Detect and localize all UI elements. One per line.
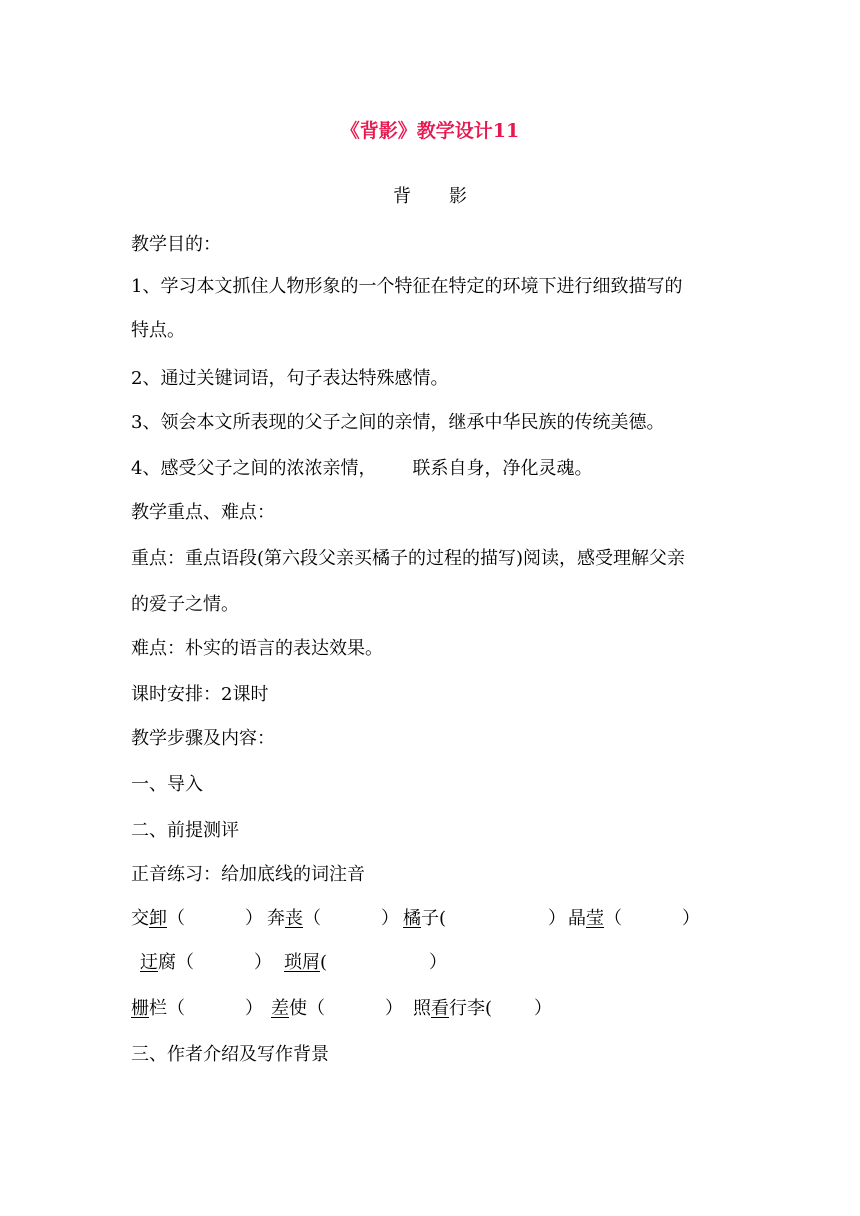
pronunciation-row-2: 迂腐（ ） 琐屑( ） xyxy=(140,952,448,973)
objective-1-line-1: 1、学习本文抓住人物形象的一个特征在特定的环境下进行细致描写的 xyxy=(131,276,683,297)
step-2: 二、前提测评 xyxy=(131,820,239,841)
objective-4-part-1: 4、感受父子之间的浓浓亲情， xyxy=(131,458,377,479)
difficulty: 难点：朴实的语言的表达效果。 xyxy=(131,638,383,659)
word-jiaoxie: 交卸（ xyxy=(131,908,185,929)
subtitle-char-2: 影 xyxy=(449,186,467,207)
word-zhaokanxingli: 照看行李( xyxy=(413,998,493,1019)
objective-1-line-2: 特点。 xyxy=(131,320,185,341)
objective-4 xyxy=(131,454,592,480)
word-suoxie: 琐屑( xyxy=(284,952,328,973)
word-yufu: 迂腐（ xyxy=(140,952,194,973)
word-juzi: 橘子( xyxy=(403,908,447,929)
word-jingying: 晶莹（ xyxy=(568,908,623,929)
pronunciation-row-1: 交卸（ ） 奔丧（ ） 橘子( ） 晶莹（ ） xyxy=(131,908,701,929)
objective-2: 2、通过关键词语，句子表达特殊感情。 xyxy=(131,368,449,389)
schedule: 课时安排：2课时 xyxy=(131,684,269,705)
objective-4-part-2: 联系自身，净化灵魂。 xyxy=(412,458,593,479)
pronunciation-heading: 正音练习：给加底线的词注音 xyxy=(131,864,365,885)
word-zhalan: 栅栏（ xyxy=(131,998,185,1019)
keypoint-line-2: 的爱子之情。 xyxy=(131,594,239,615)
word-chaishi: 差使（ xyxy=(271,998,325,1019)
keypoints-heading: 教学重点、难点： xyxy=(131,502,275,523)
keypoint-line-1: 重点：重点语段(第六段父亲买橘子的过程的描写)阅读，感受理解父亲 xyxy=(131,548,686,569)
word-bensang: 奔丧（ xyxy=(267,908,321,929)
subtitle-char-1: 背 xyxy=(393,186,411,207)
objectives-heading: 教学目的： xyxy=(131,234,221,255)
document-title: 《背影》教学设计11 xyxy=(340,120,520,142)
pronunciation-row-3: 栅栏（ ） 差使（ ） 照看行李( ） xyxy=(131,998,553,1019)
step-1: 一、导入 xyxy=(131,774,203,795)
lesson-subtitle xyxy=(0,182,860,208)
objective-3: 3、领会本文所表现的父子之间的亲情，继承中华民族的传统美德。 xyxy=(131,412,665,433)
steps-heading: 教学步骤及内容： xyxy=(131,728,275,749)
step-3: 三、作者介绍及写作背景 xyxy=(131,1044,329,1065)
